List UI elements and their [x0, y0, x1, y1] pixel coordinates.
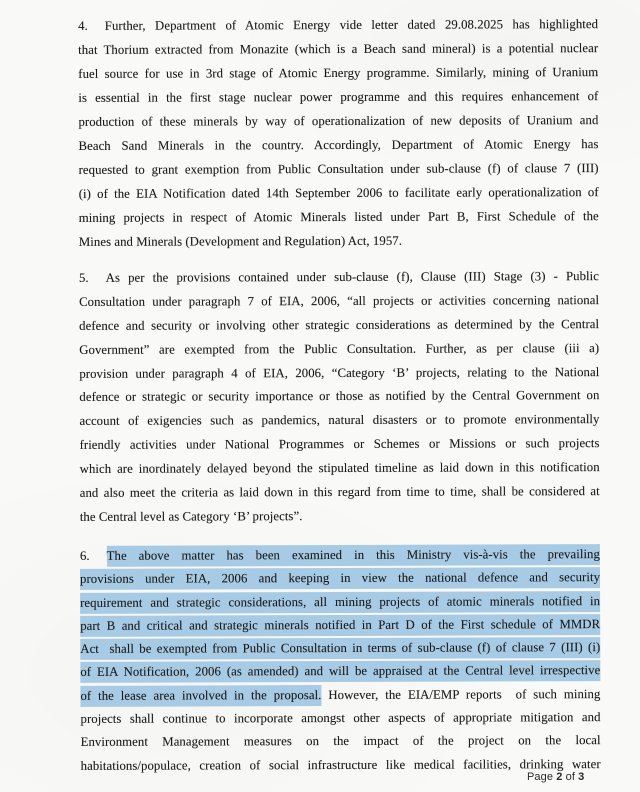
doc-text: production of these minerals by way of operationalization of new deposits of Uranium and	[78, 113, 599, 129]
doc-line	[80, 613, 600, 638]
doc-text: provision under paragraph 4 of EIA, 2006, “Category ‘B’ projects, relating to the National	[79, 364, 600, 381]
paragraph-4	[78, 12, 599, 254]
doc-text: the Central level as Category ‘B’ projects”.	[79, 509, 303, 524]
highlighted-text: of EIA Notification, 2006 (as amended) and will be appraised at the Central level irrespective	[80, 661, 600, 684]
doc-line	[79, 337, 599, 363]
doc-text: friendly activities under National Programmes or Schemes or Missions or such projects	[79, 436, 600, 453]
doc-text: (i) of the EIA Notification dated 14th September 2006 to facilitate early operationalization of	[78, 185, 599, 201]
doc-line	[78, 132, 598, 158]
page-footer-prefix: Page	[527, 771, 557, 783]
doc-text: defence or strategic or security importance or those as notified by the Central Government on	[79, 388, 600, 405]
paragraph-number: 6.	[79, 548, 90, 563]
doc-text: fuel source for use in 3rd stage of Atomic Energy programme. Similarly, mining of Uranium	[78, 65, 599, 81]
doc-text: and also meet the criteria as laid down in this regard from time to time, shall be considered at	[79, 484, 600, 500]
doc-line	[78, 60, 598, 86]
doc-line	[78, 36, 598, 62]
doc-text: Environment Management measures on the impact of the project on the local	[80, 733, 601, 750]
doc-line	[80, 590, 600, 615]
page-number-total: 3	[578, 771, 585, 783]
doc-line	[79, 408, 599, 434]
doc-text: account of exigencies such as pandemics, natural disasters or to promote environmentally	[79, 412, 600, 429]
doc-line	[79, 361, 599, 387]
doc-line	[80, 543, 600, 568]
text-block	[78, 0, 601, 773]
indent-tab	[90, 559, 107, 560]
doc-text: mining projects in respect of Atomic Minerals listed under Part B, First Schedule of the	[78, 209, 599, 225]
page-number-current: 2	[556, 771, 563, 783]
doc-line	[79, 265, 599, 291]
doc-text: defence and security or involving other strategic considerations as determined by the Central	[79, 316, 600, 333]
doc-line	[80, 480, 600, 506]
doc-text: projects shall continue to incorporate amongst other aspects of appropriate mitigation and	[80, 710, 601, 726]
paragraph-number: 4.	[78, 18, 88, 33]
doc-text: requested to grant exemption from Public Consultation under sub-clause (f) of clause 7 (III)	[78, 161, 599, 177]
highlighted-text: of the lease area involved in the proposal.	[80, 685, 321, 707]
doc-line	[81, 753, 601, 778]
doc-text: habitations/populace, creation of social infrastructure like medical facilities, drinking water	[80, 756, 601, 773]
doc-line	[78, 108, 598, 134]
doc-text: However, the EIA/EMP reports of such mining	[321, 686, 601, 702]
highlighted-text: requirement and strategic considerations, all mining projects of atomic minerals notified in	[80, 591, 600, 614]
doc-line	[80, 456, 600, 482]
doc-line	[80, 706, 600, 731]
doc-text: Beach Sand Minerals in the country. Accordingly, Department of Atomic Energy has	[78, 137, 599, 153]
doc-line	[80, 566, 600, 591]
doc-line	[80, 636, 600, 661]
doc-line	[80, 660, 600, 685]
doc-text: As per the provisions contained under sub-clause (f), Clause (III) Stage (3) - Public	[105, 269, 599, 285]
indent-tab	[88, 29, 105, 30]
paragraph-6	[80, 543, 601, 778]
doc-line	[79, 385, 599, 411]
highlighted-text: provisions under EIA, 2006 and keeping in view the national defence and security	[80, 567, 600, 590]
page-footer-separator: of	[562, 771, 579, 783]
doc-text: Further, Department of Atomic Energy vide letter dated 29.08.2025 has highlighted	[104, 17, 599, 33]
page-footer	[527, 771, 584, 783]
doc-line	[80, 432, 600, 458]
doc-line	[80, 683, 600, 708]
doc-line	[78, 84, 598, 110]
paragraph-number: 5.	[78, 270, 89, 285]
doc-line	[79, 180, 599, 206]
doc-line	[79, 313, 599, 339]
doc-text: Mines and Minerals (Development and Regulation) Act, 1957.	[78, 233, 402, 249]
doc-text: Government” are exempted from the Public Consultation. Further, as per clause (iii a)	[79, 340, 600, 357]
doc-line	[80, 504, 600, 530]
doc-line	[79, 289, 599, 315]
doc-line	[79, 228, 599, 254]
indent-tab	[89, 281, 106, 282]
doc-text: Consultation under paragraph 7 of EIA, 2006, “all projects or activities concerning national	[79, 292, 600, 309]
highlighted-text: part B and critical and strategic minerals notified in Part D of the First schedule of MMDR	[80, 614, 600, 637]
doc-text: that Thorium extracted from Monazite (which is a Beach sand mineral) is a potential nuclear	[78, 41, 599, 57]
paragraph-5	[79, 265, 600, 530]
highlighted-text: The above matter has been examined in this Ministry vis-à-vis the prevailing	[107, 544, 600, 567]
doc-line	[79, 156, 599, 182]
doc-text: which are inordinately delayed beyond the stipulated timeline as laid down in this notification	[79, 460, 600, 477]
highlighted-text: Act shall be exempted from Public Consultation in terms of sub-clause (f) of clause 7 (III) (i)	[80, 637, 600, 660]
doc-text: is essential in the first stage nuclear power programme and this requires enhancement of	[78, 89, 599, 105]
doc-line	[78, 12, 598, 38]
doc-line	[81, 729, 601, 754]
doc-line	[79, 204, 599, 230]
